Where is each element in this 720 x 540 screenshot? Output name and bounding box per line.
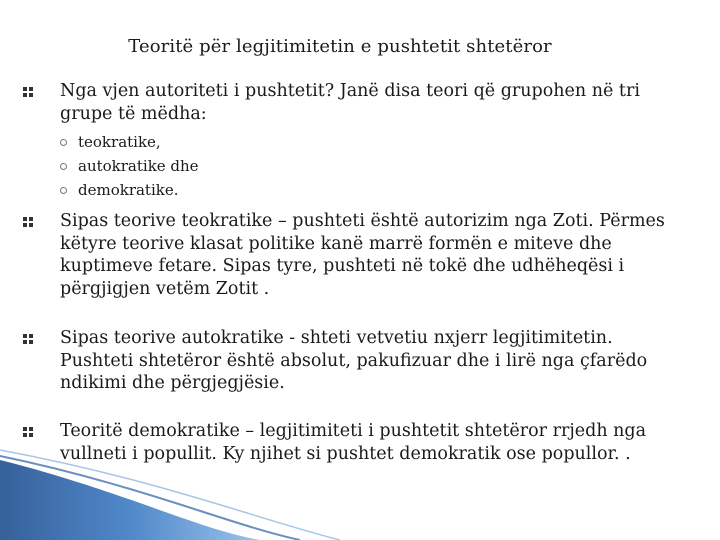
bullet-text: Sipas teorive autokratike - shteti vetvetiu nxjerr legjitimitetin. Pushteti shtetëror është absolut, pakufizuar dhe i lirë nga çfarëdo ndikimi dhe përgjegjësie.	[60, 328, 648, 393]
square-bullet-icon	[22, 216, 34, 228]
sub-item	[60, 130, 199, 154]
bullet-text: Nga vjen autoriteti i pushtetit? Janë disa teori që grupohen në tri grupe të mëdha:	[60, 81, 640, 124]
bullet-text: Teoritë demokratike – legjitimiteti i pushtetit shtetëror rrjedh nga vullneti i popullit. Ky njihet si pushtet demokratik ose popullor. .	[60, 421, 647, 464]
sub-item	[60, 154, 199, 178]
bullet-item-1	[22, 80, 692, 125]
sub-item-label: demokratike.	[78, 181, 179, 199]
sub-item-label: teokratike,	[78, 133, 161, 151]
bullet-item-2	[22, 210, 692, 300]
square-bullet-icon	[22, 426, 34, 438]
slide-title: Teoritë për legjitimitetin e pushtetit shtetëror	[128, 36, 552, 57]
slide-decoration	[0, 440, 720, 540]
sub-list	[60, 130, 199, 202]
sub-item	[60, 178, 199, 202]
sub-item-label: autokratike dhe	[78, 157, 199, 175]
circle-bullet-icon	[60, 163, 67, 170]
circle-bullet-icon	[60, 139, 67, 146]
bullet-text: Sipas teorive teokratike – pushteti është autorizim nga Zoti. Përmes këtyre teorive klasat politike kanë marrë formën e miteve dhe kuptimeve fetare. Sipas tyre, pushteti në tokë dhe udhëheqësi i përgjigjen vetëm Zotit .	[60, 211, 665, 299]
square-bullet-icon	[22, 333, 34, 345]
square-bullet-icon	[22, 86, 34, 98]
circle-bullet-icon	[60, 187, 67, 194]
bullet-item-3	[22, 327, 692, 395]
